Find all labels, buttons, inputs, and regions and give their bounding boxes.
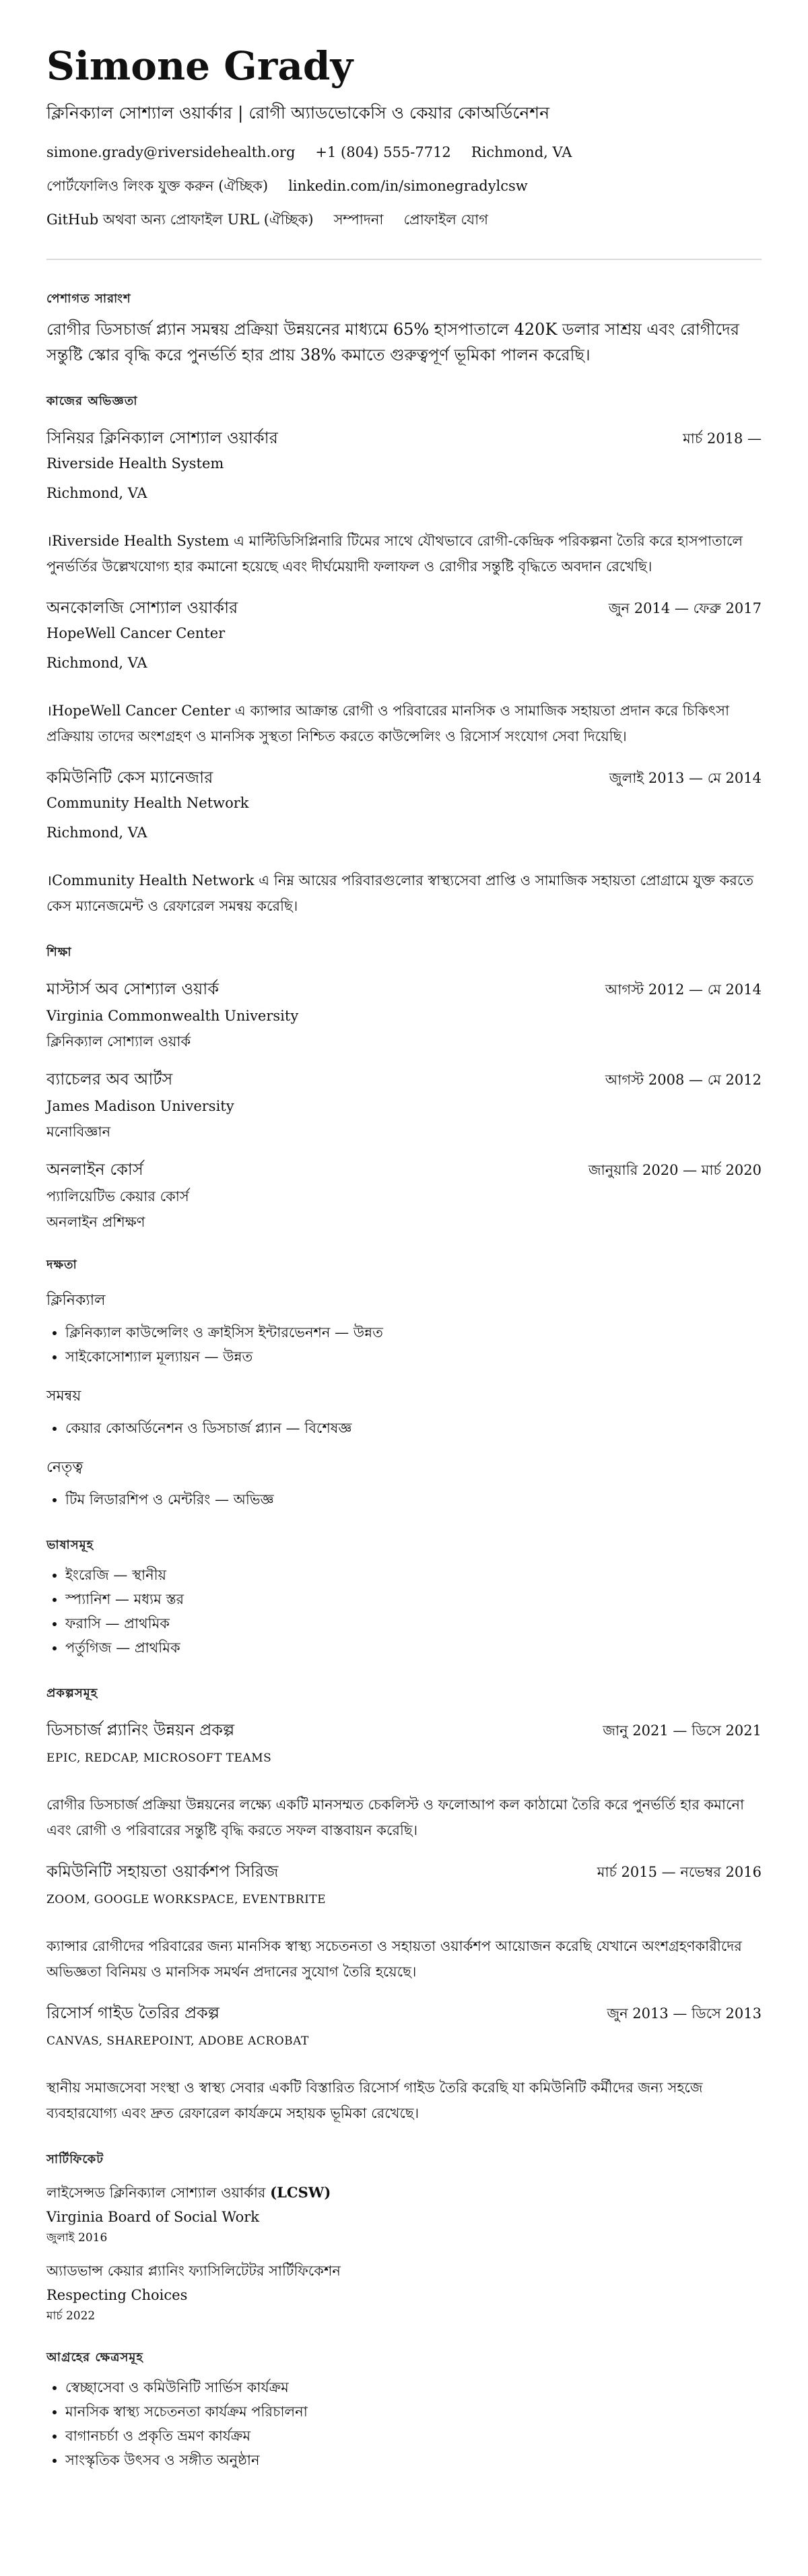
project-description: স্থানীয় সমাজসেবা সংস্থা ও স্বাস্থ্য সেবার একটি বিস্তারিত রিসোর্স গাইড তৈরি করেছি যা কমিউনিটি কর্মীদের জন্য সহজে ব্যবহারযোগ্য এবং দ্রুত রেফারেল কার্যক্রমে সহায়ক ভূমিকা রেখেছে। bbox=[46, 2080, 703, 2121]
portfolio-link[interactable]: পোর্টফোলিও লিংক যুক্ত করুন (ঐচ্ছিক) bbox=[46, 178, 269, 194]
entry-header bbox=[46, 1861, 762, 1882]
linkedin-link[interactable]: linkedin.com/in/simonegradylcsw bbox=[288, 178, 528, 194]
institution: James Madison University bbox=[46, 1098, 234, 1114]
tagline: ক্লিনিক্যাল সোশ্যাল ওয়ার্কার | রোগী অ্যাডভোকেসি ও কেয়ার কোঅর্ডিনেশন bbox=[46, 103, 549, 123]
language-item: • ইংরেজি — স্থানীয় bbox=[65, 1563, 762, 1587]
phone-number[interactable]: +1 (804) 555-7712 bbox=[315, 144, 451, 160]
entry-header bbox=[46, 1068, 762, 1090]
field-of-study: অনলাইন প্রশিক্ষণ bbox=[46, 1214, 145, 1230]
field-of-study: মনোবিজ্ঞান bbox=[46, 1124, 111, 1140]
project-tools: EPIC, REDCAP, MICROSOFT TEAMS bbox=[46, 1751, 272, 1765]
projects-title: প্রকল্পসমূহ bbox=[46, 1686, 98, 1700]
experience-entry bbox=[46, 597, 762, 749]
entry-header bbox=[46, 2002, 762, 2024]
education-dates: জানুয়ারি 2020 — মার্চ 2020 bbox=[588, 1162, 762, 1178]
experience-list bbox=[46, 427, 762, 919]
certification-date: মার্চ 2022 bbox=[46, 2309, 96, 2323]
job-dates: জুন 2014 — ফেব্রু 2017 bbox=[608, 600, 762, 616]
certification-name-text: লাইসেন্সড ক্লিনিক্যাল সোশ্যাল ওয়ার্কার bbox=[46, 2185, 266, 2201]
language-item: • ফরাসি — প্রাথমিক bbox=[65, 1611, 762, 1636]
institution: প্যালিয়েটিভ কেয়ার কোর্স bbox=[46, 1188, 189, 1204]
degree-title: অনলাইন কোর্স bbox=[46, 1160, 143, 1179]
skill-items bbox=[46, 1487, 762, 1512]
experience-title: কাজের অভিজ্ঞতা bbox=[46, 394, 138, 408]
summary-text: রোগীর ডিসচার্জ প্ল্যান সমন্বয় প্রক্রিয়া উন্নয়নের মাধ্যমে 65% হাসপাতালে 420K ডলার সাশ্রয় এবং রোগীদের সন্তুষ্টি স্কোর বৃদ্ধি করে পুনর্ভর্তি হার প্রায় 38% কমাতে গুরুত্বপূর্ণ ভূমিকা পালন করেছি। bbox=[46, 320, 739, 364]
job-dates: জুলাই 2013 — মে 2014 bbox=[609, 770, 762, 786]
certifications-title: সার্টিফিকেট bbox=[46, 2152, 104, 2166]
project-dates: জানু 2021 — ডিসে 2021 bbox=[603, 1722, 762, 1739]
job-location: Richmond, VA bbox=[46, 485, 147, 501]
job-description: ।Community Health Network এ নিম্ন আয়ের পরিবারগুলোর স্বাস্থ্যসেবা প্রাপ্তি ও সামাজিক সহায়তা প্রোগ্রামে যুক্ত করতে কেস ম্যানেজমেন্ট ও রেফারেল সমন্বয় করেছি। bbox=[46, 872, 754, 914]
skill-item: • কেয়ার কোঅর্ডিনেশন ও ডিসচার্জ প্ল্যান — বিশেষজ্ঞ bbox=[65, 1416, 762, 1440]
certification-abbr: (LCSW) bbox=[270, 2184, 331, 2201]
language-item: • পর্তুগিজ — প্রাথমিক bbox=[65, 1636, 762, 1660]
education-entry bbox=[46, 1068, 762, 1141]
project-title: কমিউনিটি সহায়তা ওয়ার্কশপ সিরিজ bbox=[46, 1862, 279, 1881]
email-link[interactable]: simone.grady@riversidehealth.org bbox=[46, 144, 296, 160]
contact-row-1 bbox=[46, 143, 762, 162]
interests-section bbox=[46, 2350, 762, 2472]
certification-name bbox=[46, 2261, 762, 2281]
languages-list bbox=[46, 1563, 762, 1660]
certification-date: জুলাই 2016 bbox=[46, 2231, 108, 2245]
certification-issuer: Respecting Choices bbox=[46, 2287, 188, 2303]
job-location: Richmond, VA bbox=[46, 825, 147, 841]
certifications-section bbox=[46, 2152, 762, 2324]
project-entry bbox=[46, 1861, 762, 1985]
skill-item: • ক্লিনিক্যাল কাউন্সেলিং ও ক্রাইসিস ইন্টারভেনশন — উন্নত bbox=[65, 1320, 762, 1345]
job-location: Richmond, VA bbox=[46, 655, 147, 671]
skills-section bbox=[46, 1257, 762, 1512]
entry-header bbox=[46, 1719, 762, 1741]
entry-header bbox=[46, 597, 762, 618]
degree-title: ব্যাচেলর অব আর্টস bbox=[46, 1070, 173, 1089]
entry-header bbox=[46, 427, 762, 449]
project-dates: জুন 2013 — ডিসে 2013 bbox=[607, 2005, 762, 2022]
experience-entry bbox=[46, 767, 762, 919]
skill-items bbox=[46, 1320, 762, 1369]
languages-title: ভাষাসমূহ bbox=[46, 1538, 94, 1552]
add-profile-link[interactable]: প্রোফাইল যোগ bbox=[403, 212, 488, 228]
project-description: ক্যান্সার রোগীদের পরিবারের জন্য মানসিক স্বাস্থ্য সচেতনতা ও সহায়তা ওয়ার্কশপ আয়োজন করেছি যেখানে অংশগ্রহণকারীদের অভিজ্ঞতা বিনিময় ও মানসিক সমর্থন প্রদানের সুযোগ তৈরি হয়েছে। bbox=[46, 1938, 742, 1980]
field-of-study: ক্লিনিক্যাল সোশ্যাল ওয়ার্ক bbox=[46, 1033, 191, 1050]
education-entry bbox=[46, 978, 762, 1051]
employer: Riverside Health System bbox=[46, 455, 224, 472]
projects-section bbox=[46, 1685, 762, 2126]
skill-item: • সাইকোসোশ্যাল মূল্যায়ন — উন্নত bbox=[65, 1345, 762, 1369]
skill-items bbox=[46, 1416, 762, 1440]
edit-link[interactable]: সম্পাদনা bbox=[333, 212, 384, 228]
interest-item: • স্বেচ্ছাসেবা ও কমিউনিটি সার্ভিস কার্যক্রম bbox=[65, 2375, 762, 2400]
education-dates: আগস্ট 2008 — মে 2012 bbox=[605, 1072, 762, 1088]
interests-title: আগ্রহের ক্ষেত্রসমূহ bbox=[46, 2350, 143, 2364]
skills-list bbox=[46, 1291, 762, 1512]
interest-item: • মানসিক স্বাস্থ্য সচেতনতা কার্যক্রম পরিচালনা bbox=[65, 2400, 762, 2424]
skill-group-title: সমন্বয় bbox=[46, 1388, 81, 1405]
certification-entry bbox=[46, 2261, 762, 2324]
employer: HopeWell Cancer Center bbox=[46, 625, 226, 641]
skills-title: দক্ষতা bbox=[46, 1258, 77, 1272]
education-title: শিক্ষা bbox=[46, 945, 72, 959]
skill-group bbox=[46, 1458, 762, 1512]
job-title: কমিউনিটি কেস ম্যানেজার bbox=[46, 768, 213, 787]
certification-name bbox=[46, 2183, 762, 2203]
education-dates: আগস্ট 2012 — মে 2014 bbox=[605, 981, 762, 998]
degree-title: মাস্টার্স অব সোশ্যাল ওয়ার্ক bbox=[46, 979, 220, 998]
project-dates: মার্চ 2015 — নভেম্বর 2016 bbox=[597, 1864, 762, 1880]
education-entry bbox=[46, 1159, 762, 1231]
project-entry bbox=[46, 1719, 762, 1843]
interest-item: • সাংস্কৃতিক উৎসব ও সঙ্গীত অনুষ্ঠান bbox=[65, 2448, 762, 2472]
projects-list bbox=[46, 1719, 762, 2126]
job-description: ।HopeWell Cancer Center এ ক্যান্সার আক্রান্ত রোগী ও পরিবারের মানসিক ও সামাজিক সহায়তা প্রদান করে চিকিৎসা প্রক্রিয়ায় তাদের অংশগ্রহণ ও মানসিক সুস্থতা নিশ্চিত করতে কাউন্সেলিং ও রিসোর্স সংযোগ সেবা দিয়েছি। bbox=[46, 703, 730, 744]
project-entry bbox=[46, 2002, 762, 2126]
entry-header bbox=[46, 767, 762, 788]
entry-header bbox=[46, 978, 762, 1000]
certification-entry bbox=[46, 2183, 762, 2246]
institution: Virginia Commonwealth University bbox=[46, 1008, 299, 1024]
certification-issuer: Virginia Board of Social Work bbox=[46, 2209, 259, 2225]
job-description: ।Riverside Health System এ মাল্টিডিসিপ্লিনারি টিমের সাথে যৌথভাবে রোগী-কেন্দ্রিক পরিকল্পনা তৈরি করে হাসপাতালে পুনর্ভর্তির উল্লেখযোগ্য হার কমানো হয়েছে এবং দীর্ঘমেয়াদী ফলাফল ও রোগীর সন্তুষ্টি বৃদ্ধিতে অবদান রেখেছি। bbox=[46, 533, 743, 575]
project-tools: ZOOM, GOOGLE WORKSPACE, EVENTBRITE bbox=[46, 1893, 327, 1906]
interests-list bbox=[46, 2375, 762, 2472]
employer: Community Health Network bbox=[46, 795, 249, 811]
summary-section bbox=[46, 291, 762, 368]
skill-group-title: ক্লিনিক্যাল bbox=[46, 1292, 106, 1309]
candidate-name: Simone Grady bbox=[46, 43, 354, 89]
entry-header bbox=[46, 1159, 762, 1180]
languages-section bbox=[46, 1537, 762, 1660]
education-section bbox=[46, 944, 762, 1231]
project-tools: CANVAS, SHAREPOINT, ADOBE ACROBAT bbox=[46, 2034, 309, 2048]
job-title: সিনিয়র ক্লিনিক্যাল সোশ্যাল ওয়ার্কার bbox=[46, 428, 278, 447]
location: Richmond, VA bbox=[471, 144, 572, 160]
language-item: • স্প্যানিশ — মধ্যম স্তর bbox=[65, 1587, 762, 1611]
project-description: রোগীর ডিসচার্জ প্রক্রিয়া উন্নয়নের লক্ষ্যে একটি মানসম্মত চেকলিস্ট ও ফলোআপ কল কাঠামো তৈরি করে পুনর্ভর্তি হার কমানো এবং রোগী ও পরিবারের সন্তুষ্টি বৃদ্ধি করতে সফল বাস্তবায়ন করেছি। bbox=[46, 1797, 745, 1838]
project-title: রিসোর্স গাইড তৈরির প্রকল্প bbox=[46, 2003, 220, 2022]
project-title: ডিসচার্জ প্ল্যানিং উন্নয়ন প্রকল্প bbox=[46, 1720, 235, 1739]
summary-title: পেশাগত সারাংশ bbox=[46, 292, 131, 306]
skill-group bbox=[46, 1291, 762, 1369]
experience-section bbox=[46, 393, 762, 919]
job-dates: মার্চ 2018 — bbox=[683, 430, 762, 447]
skill-group bbox=[46, 1386, 762, 1440]
certifications-list bbox=[46, 2183, 762, 2324]
skill-item: • টিম লিডারশিপ ও মেন্টরিং — অভিজ্ঞ bbox=[65, 1487, 762, 1512]
skill-group-title: নেতৃত্ব bbox=[46, 1459, 83, 1476]
contact-row-3 bbox=[46, 210, 762, 229]
job-title: অনকোলজি সোশ্যাল ওয়ার্কার bbox=[46, 598, 238, 617]
interest-item: • বাগানচর্চা ও প্রকৃতি ভ্রমণ কার্যক্রম bbox=[65, 2424, 762, 2448]
experience-entry bbox=[46, 427, 762, 579]
certification-name-text: অ্যাডভান্স কেয়ার প্ল্যানিং ফ্যাসিলিটেটর সার্টিফিকেশন bbox=[46, 2263, 341, 2279]
github-link[interactable]: GitHub অথবা অন্য প্রোফাইল URL (ঐচ্ছিক) bbox=[46, 212, 314, 228]
education-list bbox=[46, 978, 762, 1231]
contact-row-2 bbox=[46, 176, 762, 195]
header-divider bbox=[46, 259, 762, 260]
